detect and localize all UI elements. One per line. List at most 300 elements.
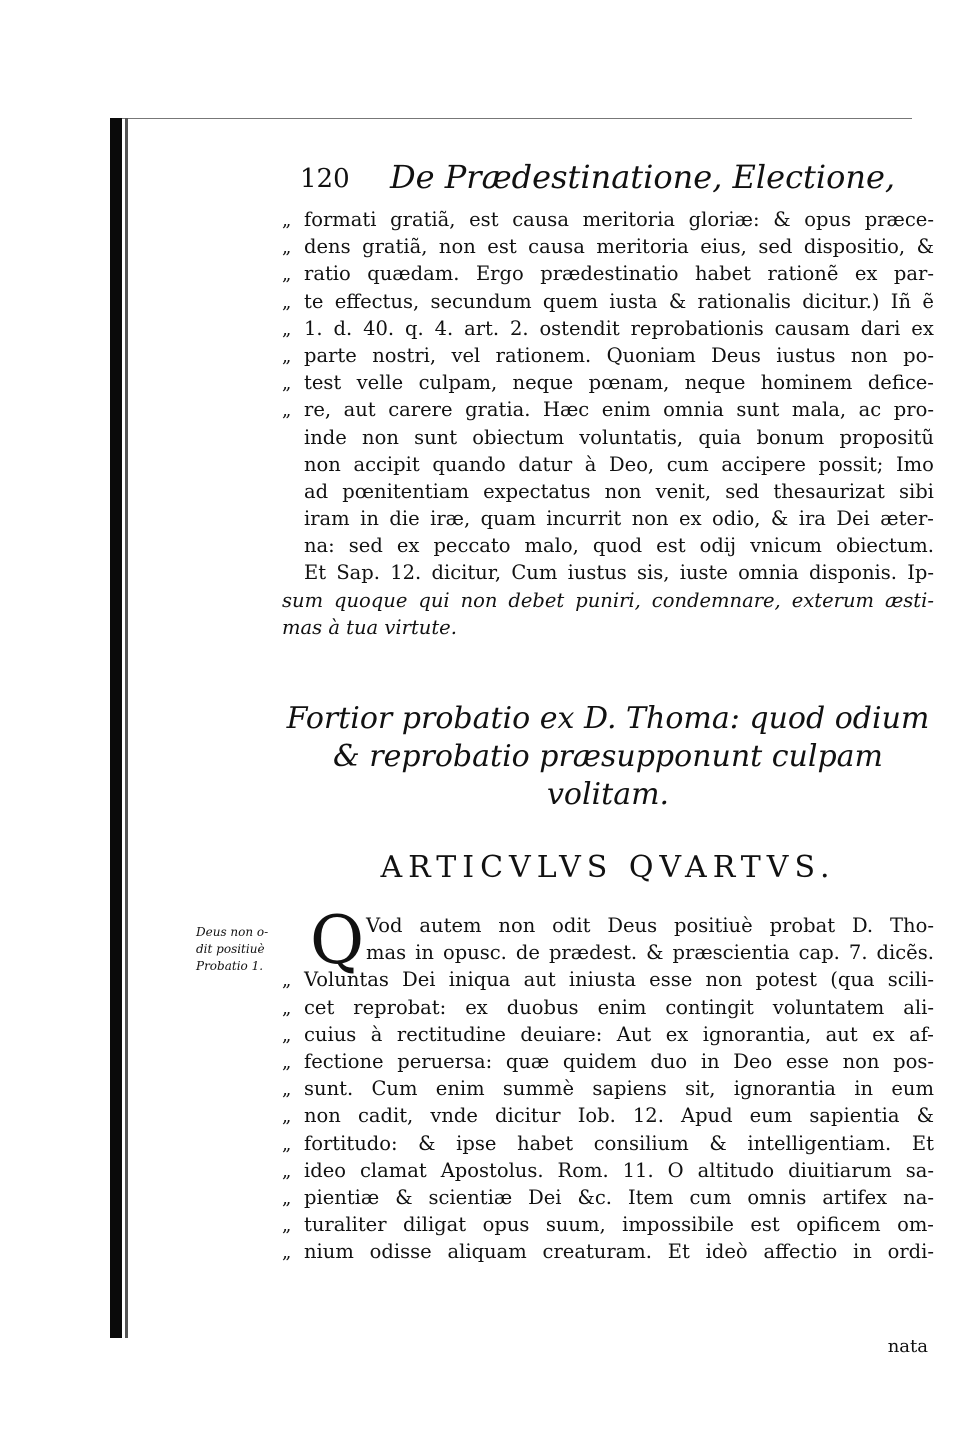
text-line xyxy=(282,1130,934,1157)
word: 2. xyxy=(509,316,529,340)
word: art. xyxy=(464,316,500,340)
word: incurrit xyxy=(546,507,622,531)
paragraph-two xyxy=(282,912,934,1265)
word: 7. xyxy=(848,941,868,965)
word: sapientia xyxy=(809,1104,900,1128)
word: diuitiarum xyxy=(788,1158,892,1182)
word: æter- xyxy=(880,507,934,531)
word: Tho- xyxy=(890,914,934,937)
word: est xyxy=(487,235,517,259)
word: 4. xyxy=(434,316,454,340)
line-text xyxy=(304,532,934,559)
scan-border xyxy=(112,118,912,119)
word: af- xyxy=(909,1022,934,1046)
word: propositũ xyxy=(839,425,934,449)
line-text xyxy=(304,994,934,1021)
word: Iñ xyxy=(890,289,912,313)
word: eum xyxy=(749,1104,793,1128)
line-text: mas à tua virtute. xyxy=(282,615,457,639)
word: ex xyxy=(911,316,934,340)
word: condemnare, xyxy=(651,588,781,612)
word: Cum xyxy=(511,561,558,585)
text-line xyxy=(282,1048,934,1075)
word: Ergo xyxy=(475,262,524,286)
word: opus xyxy=(804,208,852,231)
text-line xyxy=(282,1102,934,1129)
word: ratio xyxy=(304,262,351,286)
line-text xyxy=(366,912,934,939)
line-text xyxy=(304,369,934,396)
word: & xyxy=(916,1104,934,1128)
word: fectione xyxy=(304,1049,384,1073)
word: 12. xyxy=(390,561,422,585)
word: intelligentiam. xyxy=(747,1131,892,1155)
word: prædest. xyxy=(548,941,638,965)
word: re, xyxy=(304,398,332,422)
word: test xyxy=(304,371,342,395)
book-spine-shadow xyxy=(110,118,122,1338)
word: voluntatis, xyxy=(579,425,684,449)
word: q. xyxy=(404,316,424,340)
word: culpam, xyxy=(418,371,498,395)
line-text xyxy=(304,1048,934,1075)
word: & xyxy=(646,941,664,965)
word: Deus xyxy=(711,343,761,367)
line-text xyxy=(304,342,934,369)
word: duobus xyxy=(506,995,579,1019)
word: effectus, xyxy=(334,289,420,313)
word: D. xyxy=(851,914,874,937)
word: & xyxy=(668,289,687,313)
line-text xyxy=(304,315,934,342)
word: causa xyxy=(512,208,569,231)
word: malo, xyxy=(524,534,579,558)
word: autem xyxy=(419,914,482,937)
word: rationem. xyxy=(495,343,592,367)
word: formati xyxy=(304,208,377,231)
word: bonum xyxy=(756,425,825,449)
word: defice- xyxy=(867,371,934,395)
word: Ip- xyxy=(907,561,934,585)
word: iram xyxy=(304,507,350,531)
word: sum xyxy=(282,588,324,612)
heading-line-3: volitam. xyxy=(546,777,670,812)
word: Iob. xyxy=(577,1104,616,1128)
word: eum xyxy=(891,1077,934,1101)
word: sed xyxy=(758,235,793,259)
margin-note xyxy=(196,924,278,975)
word: odit xyxy=(552,914,591,937)
word: ali- xyxy=(903,995,934,1019)
word: scili- xyxy=(887,968,934,992)
word: hominem xyxy=(760,371,853,395)
word: pœnitentiam xyxy=(342,479,469,503)
word: enim xyxy=(597,995,647,1019)
word: aut xyxy=(343,398,376,422)
line-text xyxy=(304,966,934,993)
word: nostri, xyxy=(372,343,437,367)
word: artifex xyxy=(822,1185,888,1209)
word: puniri, xyxy=(575,588,641,612)
line-text xyxy=(282,587,934,614)
word: eius, xyxy=(700,235,747,259)
word: dispositio, xyxy=(803,235,906,259)
word: omnia xyxy=(738,561,799,585)
word: à xyxy=(370,1022,383,1046)
word: sed xyxy=(725,479,760,503)
word: obiectum xyxy=(472,425,565,449)
margin-note-line-1: Deus non o- xyxy=(196,925,269,939)
line-text xyxy=(304,1102,934,1129)
word: sa- xyxy=(905,1158,934,1182)
text-line xyxy=(282,315,934,342)
word: Et xyxy=(667,1240,690,1264)
word: pientiæ xyxy=(304,1185,380,1209)
text-line xyxy=(282,505,934,532)
word: & xyxy=(770,507,789,531)
word: non xyxy=(631,507,669,531)
quote-mark: „ xyxy=(282,1024,292,1046)
heading-line-2: & reprobatio præsupponunt culpam xyxy=(332,739,884,774)
word: probat xyxy=(769,914,836,937)
word: carere xyxy=(388,398,453,422)
line-text xyxy=(304,505,934,532)
word: accipere xyxy=(721,452,806,476)
word: quia xyxy=(698,425,742,449)
word: par- xyxy=(893,262,934,286)
line-text xyxy=(304,1211,934,1238)
word: po- xyxy=(903,343,934,367)
word: omnia xyxy=(663,398,724,422)
quote-mark: „ xyxy=(282,400,292,422)
word: &c. xyxy=(577,1185,612,1209)
line-text xyxy=(366,939,934,966)
word: opus xyxy=(482,1213,530,1237)
word: quando xyxy=(432,452,506,476)
word: disponis. xyxy=(809,561,897,585)
word: præce- xyxy=(864,208,934,231)
word: fortitudo: xyxy=(304,1131,398,1155)
word: 40. xyxy=(363,316,395,340)
word: possit; xyxy=(818,452,884,476)
word: gratiã, xyxy=(362,235,428,259)
quote-mark: „ xyxy=(282,1106,292,1128)
word: ex xyxy=(396,534,420,558)
word: dens xyxy=(304,235,351,259)
word: sit, xyxy=(685,1077,716,1101)
word: ideò xyxy=(705,1240,748,1264)
line-text xyxy=(304,424,934,451)
word: die xyxy=(389,507,420,531)
quote-mark: „ xyxy=(282,1187,292,1209)
word: ira xyxy=(798,507,826,531)
word: Cum xyxy=(371,1077,418,1101)
word: quidem xyxy=(562,1049,637,1073)
word: aut xyxy=(825,1022,858,1046)
word: odij xyxy=(699,534,737,558)
word: altitudo xyxy=(697,1158,775,1182)
text-line xyxy=(282,206,934,233)
word: debet xyxy=(508,588,565,612)
word: in xyxy=(854,1077,874,1101)
word: obiectum. xyxy=(835,534,934,558)
text-line xyxy=(282,1211,934,1238)
word: cum xyxy=(689,1185,732,1209)
word: quem xyxy=(542,289,598,313)
word: sis, xyxy=(637,561,670,585)
text-line xyxy=(282,369,934,396)
word: impossibile xyxy=(622,1213,734,1237)
line-text xyxy=(304,559,934,586)
word: gratiã, xyxy=(390,208,456,231)
quote-mark: „ xyxy=(282,1133,292,1155)
word: in xyxy=(415,941,434,965)
line-text xyxy=(304,396,934,423)
heading-line-1: Fortior probatio ex D. Thoma: quod odium xyxy=(286,701,930,736)
word: diligat xyxy=(402,1213,467,1237)
text-line xyxy=(282,994,934,1021)
word: parte xyxy=(304,343,357,367)
word: sunt. xyxy=(304,1077,354,1101)
text-line xyxy=(282,233,934,260)
word: meritoria xyxy=(596,235,689,259)
word: & xyxy=(395,1185,413,1209)
word: sapiens xyxy=(592,1077,667,1101)
line-text xyxy=(304,260,934,287)
word: quam xyxy=(480,507,536,531)
word: Deus xyxy=(607,914,658,937)
word: iniusta xyxy=(568,968,636,992)
word: ipse xyxy=(456,1131,497,1155)
quote-mark: „ xyxy=(282,345,292,367)
word: Quoniam xyxy=(606,343,696,367)
word: neque xyxy=(512,371,574,395)
line-text xyxy=(304,1157,934,1184)
word: potest xyxy=(755,968,818,992)
word: deuiare: xyxy=(520,1022,603,1046)
word: dari xyxy=(860,316,901,340)
word: aut xyxy=(523,968,556,992)
article-title: ARTICVLVS QVARTVS. xyxy=(380,850,836,885)
word: à xyxy=(584,452,597,476)
quote-mark: „ xyxy=(282,373,292,395)
word: velle xyxy=(356,371,404,395)
quote-mark: „ xyxy=(282,291,292,313)
word: suum, xyxy=(545,1213,606,1237)
drop-cap: Q xyxy=(310,902,365,979)
word: ignorantia, xyxy=(702,1022,812,1046)
word: dicitur, xyxy=(431,561,502,585)
word: præscientia xyxy=(672,941,790,965)
line-text xyxy=(304,1184,934,1211)
word: pœnam, xyxy=(588,371,670,395)
book-spine-edge xyxy=(125,118,128,1338)
word: Et xyxy=(304,561,327,585)
quote-mark: „ xyxy=(282,318,292,340)
quote-mark: „ xyxy=(282,1215,292,1237)
word: cum xyxy=(666,452,709,476)
word: venit, xyxy=(655,479,712,503)
text-line xyxy=(282,1021,934,1048)
text-line xyxy=(282,532,934,559)
text-line xyxy=(282,396,934,423)
word: mala, xyxy=(791,398,847,422)
text-line xyxy=(282,342,934,369)
word: enim xyxy=(601,398,651,422)
quote-mark: „ xyxy=(282,210,292,231)
word: (qua xyxy=(830,968,875,992)
word: ẽ xyxy=(922,289,934,313)
word: rationalis xyxy=(697,289,791,313)
word: omnis xyxy=(747,1185,807,1209)
quote-mark: „ xyxy=(282,264,292,286)
section-heading xyxy=(282,700,934,814)
word: ordi- xyxy=(887,1240,934,1264)
word: Aut xyxy=(616,1022,652,1046)
word: 11. xyxy=(622,1158,654,1182)
quote-mark: „ xyxy=(282,237,292,259)
word: sunt xyxy=(414,425,458,449)
word: creaturam. xyxy=(542,1240,652,1264)
word: sunt xyxy=(736,398,780,422)
text-line xyxy=(282,478,934,505)
word: vnde xyxy=(430,1104,478,1128)
word: secundum xyxy=(430,289,532,313)
word: Hæc xyxy=(542,398,590,422)
word: O xyxy=(667,1158,684,1182)
word: vnicum xyxy=(750,534,822,558)
word: sed xyxy=(348,534,383,558)
word: duo xyxy=(650,1049,688,1073)
word: cap. xyxy=(798,941,840,965)
word: æsti- xyxy=(884,588,934,612)
word: iustus xyxy=(776,343,836,367)
word: inde xyxy=(304,425,347,449)
text-line xyxy=(282,1238,934,1265)
word: non xyxy=(604,479,642,503)
word: ideo xyxy=(304,1158,346,1182)
word: esse xyxy=(785,1049,829,1073)
line-text xyxy=(304,1130,934,1157)
word: Sap. xyxy=(336,561,380,585)
word: non xyxy=(705,968,743,992)
word: in xyxy=(360,507,379,531)
word: Et xyxy=(911,1131,934,1155)
word: opusc. xyxy=(442,941,507,965)
word: ex xyxy=(465,995,488,1019)
word: rationẽ xyxy=(767,262,839,286)
word: sibi xyxy=(898,479,934,503)
text-line xyxy=(282,451,934,478)
word: ignorantia xyxy=(733,1077,836,1101)
word: Rom. xyxy=(557,1158,609,1182)
word: clamat xyxy=(359,1158,427,1182)
word: cet xyxy=(304,995,335,1019)
word: d. xyxy=(333,316,353,340)
line-text xyxy=(304,1021,934,1048)
word: in xyxy=(700,1049,720,1073)
word: consilium xyxy=(593,1131,689,1155)
word: iniqua xyxy=(448,968,511,992)
word: habet xyxy=(694,262,751,286)
word: iustus xyxy=(567,561,627,585)
text-line xyxy=(282,1184,934,1211)
word: aliquam xyxy=(447,1240,527,1264)
word: gratia. xyxy=(465,398,531,422)
word: Voluntas xyxy=(304,968,389,992)
word: & xyxy=(418,1131,436,1155)
text-line xyxy=(282,288,934,315)
text-line xyxy=(282,559,934,586)
word: meritoria xyxy=(582,208,675,231)
line-text xyxy=(304,451,934,478)
word: dicitur xyxy=(495,1104,561,1128)
line-text xyxy=(304,1238,934,1265)
word: Dei xyxy=(528,1185,562,1209)
word: peruersa: xyxy=(397,1049,493,1073)
word: Imo xyxy=(895,452,934,476)
word: voluntatem xyxy=(772,995,885,1019)
word: quædam. xyxy=(367,262,460,286)
word: iuste xyxy=(679,561,728,585)
quote-mark: „ xyxy=(282,1079,292,1101)
word: quoque xyxy=(334,588,408,612)
text-line xyxy=(282,1157,934,1184)
word: expectatus xyxy=(483,479,591,503)
word: non xyxy=(850,343,888,367)
margin-note-line-2: dit positiuè xyxy=(196,942,265,956)
word: Dei xyxy=(402,968,436,992)
word: non xyxy=(498,914,536,937)
word: habet xyxy=(517,1131,574,1155)
word: Apud xyxy=(680,1104,733,1128)
word: reprobat: xyxy=(353,995,447,1019)
word: cuius xyxy=(304,1022,357,1046)
word: in xyxy=(853,1240,872,1264)
word: qui xyxy=(418,588,450,612)
word: non xyxy=(842,1049,880,1073)
word: prædestinatio xyxy=(540,262,679,286)
word: esse xyxy=(649,968,693,992)
word: Item xyxy=(627,1185,674,1209)
line-text xyxy=(304,206,934,233)
word: & xyxy=(916,235,934,259)
word: thesaurizat xyxy=(773,479,885,503)
word: dicẽs. xyxy=(876,941,934,965)
line-text xyxy=(304,478,934,505)
word: scientiæ xyxy=(428,1185,513,1209)
word: non xyxy=(304,1104,341,1128)
word: ac xyxy=(858,398,882,422)
quote-mark: „ xyxy=(282,1160,292,1182)
paragraph-one xyxy=(282,206,934,641)
word: odisse xyxy=(369,1240,432,1264)
word: ad xyxy=(304,479,329,503)
word: & xyxy=(773,208,791,231)
word: mas xyxy=(366,941,407,965)
word: Deo, xyxy=(609,452,655,476)
word: 12. xyxy=(632,1104,664,1128)
word: dicitur.) xyxy=(802,289,880,313)
quote-mark: „ xyxy=(282,1242,292,1264)
word: vel xyxy=(451,343,481,367)
word: iusta xyxy=(609,289,658,313)
word: rectitudine xyxy=(396,1022,506,1046)
word: neque xyxy=(684,371,746,395)
page-header xyxy=(300,158,920,202)
line-text xyxy=(304,1075,934,1102)
word: summè xyxy=(502,1077,575,1101)
